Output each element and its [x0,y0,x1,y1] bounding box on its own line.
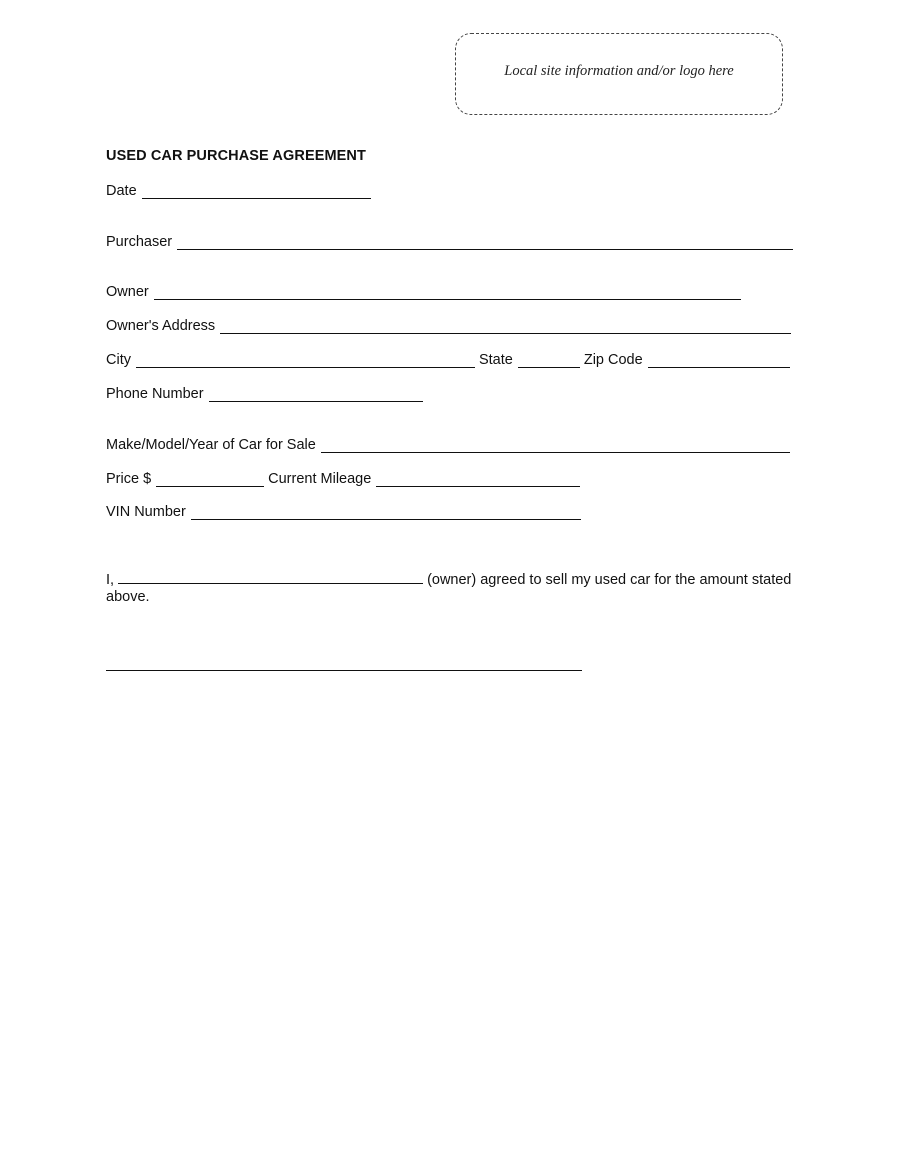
purchaser-row [106,233,793,251]
signature-field[interactable] [106,670,582,671]
state-label: State [478,352,513,368]
date-row [106,182,371,200]
vin-row [106,503,581,521]
zip-field[interactable] [648,353,790,368]
date-field[interactable] [142,184,371,199]
owner-address-row [106,317,791,335]
logo-placeholder-box [455,33,783,115]
city-field[interactable] [136,353,475,368]
mileage-field[interactable] [376,472,580,487]
page-title: USED CAR PURCHASE AGREEMENT [106,148,366,164]
purchaser-field[interactable] [177,235,793,250]
make-model-field[interactable] [321,438,790,453]
state-field[interactable] [518,353,580,368]
make-model-row [106,436,790,454]
phone-label: Phone Number [106,386,204,402]
owner-statement [106,571,796,606]
statement-suffix: (owner) agreed to sell my used car for the amount stated above. [106,572,792,605]
owner-name-field[interactable] [118,571,423,584]
owner-field[interactable] [154,285,741,300]
purchaser-label: Purchaser [106,234,173,250]
statement-prefix: I, [106,572,115,588]
logo-placeholder-text: Local site information and/or logo here [504,62,734,79]
owner-address-field[interactable] [220,319,791,334]
price-label: Price $ [106,471,152,487]
phone-field[interactable] [209,387,423,402]
owner-address-label: Owner's Address [106,318,216,334]
owner-row [106,283,741,301]
vin-label: VIN Number [106,504,186,520]
vin-field[interactable] [191,505,581,520]
city-state-zip-row [106,351,790,369]
phone-row [106,385,423,403]
zip-label: Zip Code [583,352,643,368]
mileage-label: Current Mileage [268,471,372,487]
price-field[interactable] [156,472,264,487]
city-label: City [106,352,131,368]
make-model-label: Make/Model/Year of Car for Sale [106,437,316,453]
owner-label: Owner [106,284,149,300]
price-mileage-row [106,470,580,488]
date-label: Date [106,183,137,199]
